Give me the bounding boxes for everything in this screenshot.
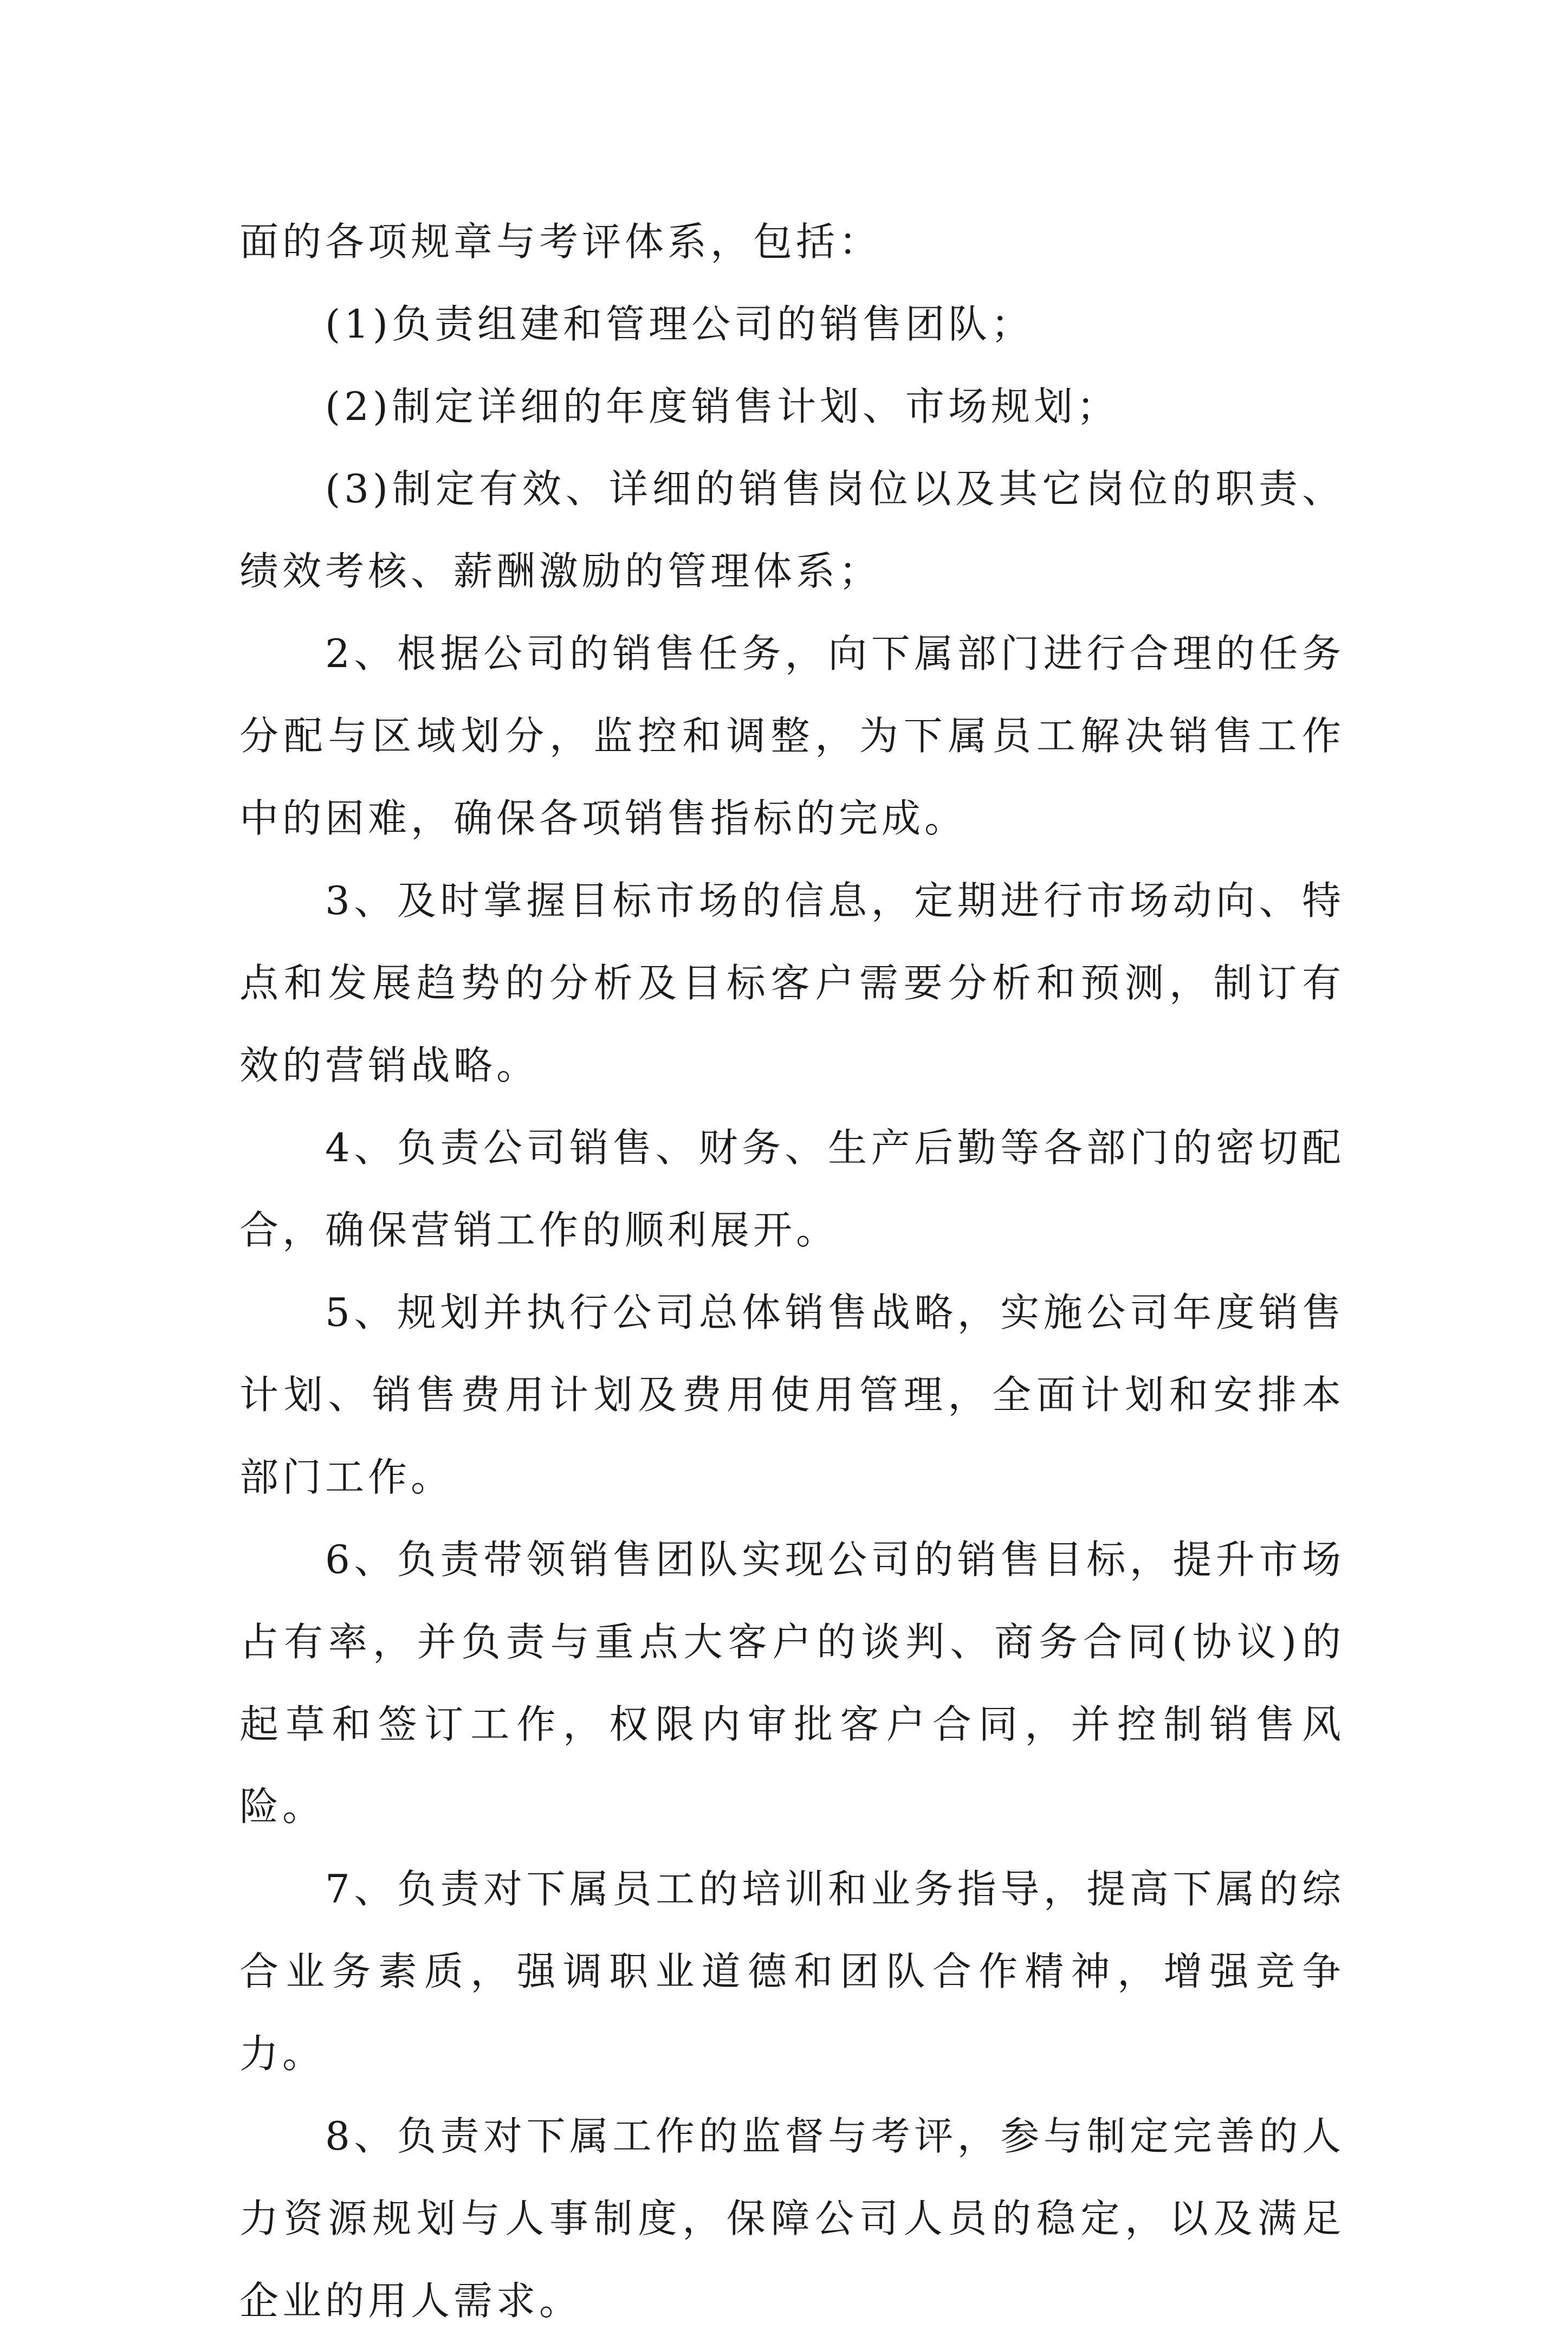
paragraph-item-3: 3、及时掌握目标市场的信息，定期进行市场动向、特点和发展趋势的分析及目标客户需要分析和预测，制订有效的营销战略。 [239, 878, 1345, 1088]
paragraph-intro: 面的各项规章与考评体系，包括： [239, 219, 882, 264]
paragraph-item-7: 7、负责对下属员工的培训和业务指导，提高下属的综合业务素质，强调职业道德和团队合作精神，增强竞争力。 [239, 1866, 1345, 2076]
paragraph-item-2: 2、根据公司的销售任务，向下属部门进行合理的任务分配与区域划分，监控和调整，为下属员工解决销售工作中的困难，确保各项销售指标的完成。 [239, 631, 1345, 841]
paragraph-item-1-2: (2)制定详细的年度销售计划、市场规划； [325, 384, 1119, 429]
paragraph-item-1-3: (3)制定有效、详细的销售岗位以及其它岗位的职责、绩效考核、薪酬激励的管理体系； [239, 466, 1345, 594]
paragraph-item-6: 6、负责带领销售团队实现公司的销售目标，提升市场占有率，并负责与重点大客户的谈判、商务合同(协议)的起草和签订工作，权限内审批客户合同，并控制销售风险。 [239, 1537, 1345, 1829]
paragraph-item-5: 5、规划并执行公司总体销售战略，实施公司年度销售计划、销售费用计划及费用使用管理，全面计划和安排本部门工作。 [239, 1290, 1345, 1500]
paragraph-item-8: 8、负责对下属工作的监督与考评，参与制定完善的人力资源规划与人事制度，保障公司人员的稳定，以及满足企业的用人需求。 [239, 2113, 1345, 2324]
document-body [239, 200, 1345, 2342]
paragraph-item-1-1: (1)负责组建和管理公司的销售团队； [325, 301, 1034, 347]
paragraph-item-4: 4、负责公司销售、财务、生产后勤等各部门的密切配合，确保营销工作的顺利展开。 [239, 1125, 1345, 1253]
